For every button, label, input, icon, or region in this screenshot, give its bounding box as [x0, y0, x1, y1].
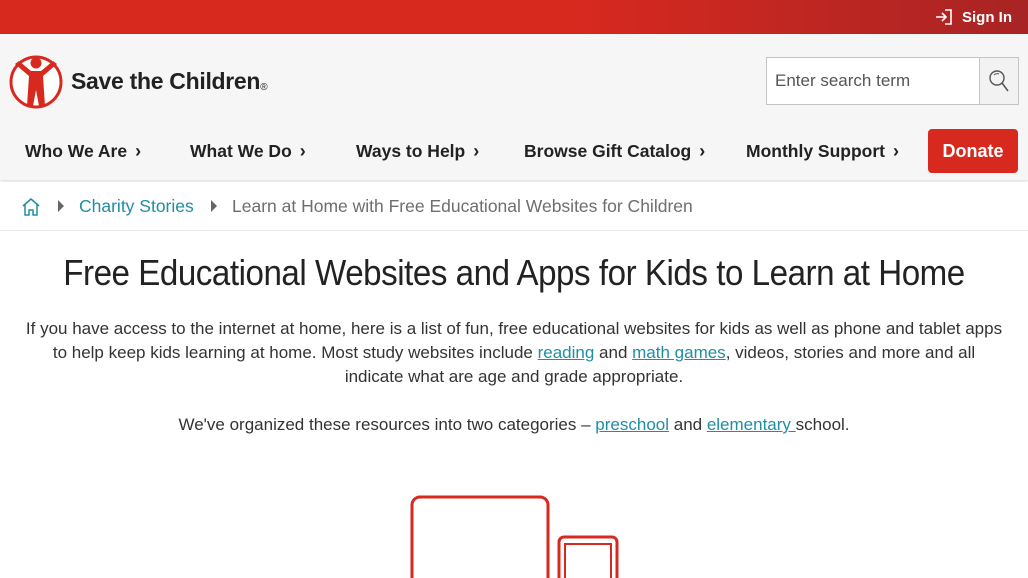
search-button[interactable]: [979, 57, 1019, 105]
nav-item-browse-gift-catalog[interactable]: [524, 128, 705, 174]
link-preschool[interactable]: preschool: [595, 415, 670, 434]
nav-item-ways-to-help[interactable]: [356, 128, 479, 174]
search-icon: [987, 68, 1011, 94]
main-navigation: [0, 128, 1028, 174]
nav-item-monthly-support[interactable]: [746, 128, 899, 174]
breadcrumb-charity-stories[interactable]: Charity Stories: [79, 196, 194, 216]
intro-text: and: [594, 343, 633, 362]
link-elementary[interactable]: elementary: [706, 415, 796, 434]
brand-name: Save the Children: [71, 68, 261, 94]
nav-item-label: Who We Are: [25, 140, 128, 161]
devices-illustration-icon: [408, 494, 623, 578]
chevron-right-icon: ›: [299, 140, 306, 161]
site-logo[interactable]: [9, 54, 268, 109]
sign-in-label: Sign In: [962, 8, 1012, 26]
nav-item-label: Monthly Support: [746, 140, 886, 161]
sign-in-icon: [934, 7, 954, 27]
chevron-right-icon: ›: [699, 140, 706, 161]
categories-text: school.: [795, 415, 850, 434]
search-form: [766, 57, 1019, 105]
link-reading[interactable]: reading: [537, 343, 595, 362]
site-header: [0, 34, 1028, 180]
search-input[interactable]: [766, 57, 979, 105]
brand-mark: ®: [260, 82, 268, 93]
chevron-right-icon: ›: [473, 140, 480, 161]
chevron-right-icon: ›: [135, 140, 142, 161]
chevron-right-icon: [57, 199, 65, 213]
nav-item-what-we-do[interactable]: [190, 128, 306, 174]
nav-item-label: Browse Gift Catalog: [524, 140, 692, 161]
intro-text: If you have access to the internet at home, here is a list of fun, free educational websites for kids as well as phone and tablet apps to help keep kids learning at home. Most study websites include: [25, 319, 1003, 362]
chevron-right-icon: ›: [893, 140, 900, 161]
donate-button[interactable]: Donate: [928, 129, 1018, 173]
sign-in-link[interactable]: [934, 0, 1012, 34]
top-utility-bar: [0, 0, 1028, 34]
home-icon[interactable]: [21, 197, 41, 217]
nav-item-label: What We Do: [190, 140, 292, 161]
chevron-right-icon: [210, 199, 218, 213]
intro-paragraph: [22, 317, 1006, 389]
nav-item-who-we-are[interactable]: [25, 128, 141, 174]
intro-text: , videos, stories and more and all indicate what are age and grade appropriate.: [344, 343, 976, 386]
page-title: Free Educational Websites and Apps for Kids to Learn at Home: [63, 252, 965, 293]
nav-item-label: Ways to Help: [356, 140, 466, 161]
breadcrumb: [0, 182, 1028, 231]
breadcrumb-current-page: Learn at Home with Free Educational Websites for Children: [232, 196, 693, 216]
categories-paragraph: [22, 413, 1006, 437]
categories-text: and: [669, 415, 707, 434]
categories-text: We've organized these resources into two categories –: [178, 415, 596, 434]
save-the-children-logo-icon: [9, 54, 63, 109]
link-math-games[interactable]: math games: [632, 343, 726, 362]
